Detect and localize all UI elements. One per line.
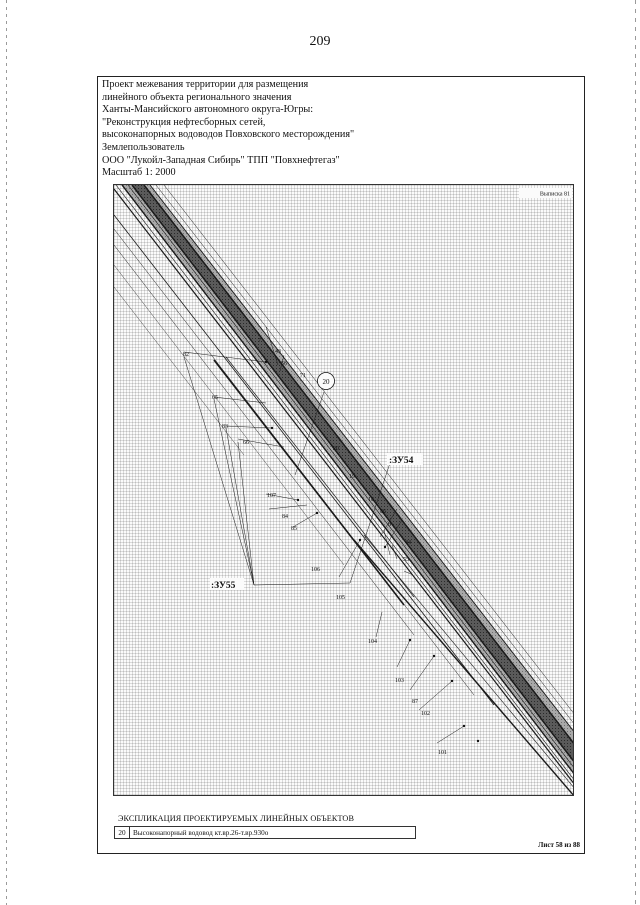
point-label: 20 <box>333 446 339 452</box>
point-label: 8 <box>388 522 391 528</box>
explication-row-description: Высоконапорный водовод кт.вр.26-т.вр.930о <box>133 828 269 837</box>
scan-edge-right <box>635 0 636 905</box>
point-label: 82 <box>183 352 189 358</box>
corridor-lines <box>114 185 574 796</box>
plot-label-zu55: :ЗУ55 <box>211 581 236 591</box>
title-line: Ханты-Мансийского автономного округа-Югры: <box>102 104 314 116</box>
point-label: 84 <box>282 514 288 520</box>
title-line: линейного объекта регионального значения <box>102 91 292 103</box>
point-label: 101 <box>438 750 447 756</box>
extract-label: Выписка 81 <box>539 191 570 198</box>
explication-title: ЭКСПЛИКАЦИЯ ПРОЕКТИРУЕМЫХ ЛИНЕЙНЫХ ОБЪЕКТОВ <box>118 814 355 823</box>
point-label: 103 <box>395 678 404 684</box>
scan-edge-left <box>6 0 7 905</box>
scale-label: Масштаб 1: 2000 <box>102 167 176 179</box>
title-line: "Реконструкция нефтесборных сетей, <box>102 116 266 128</box>
point-label: 43 <box>275 349 281 355</box>
point-label: 106 <box>311 567 320 573</box>
land-user-name: ООО "Лукойл-Западная Сибирь" ТПП "Повхнефтегаз" <box>102 154 340 166</box>
title-block <box>102 79 502 180</box>
point-label: 65 <box>212 395 218 401</box>
point-label: 85 <box>291 526 297 532</box>
point-label: 18 <box>368 497 374 503</box>
point-label: 56 <box>281 361 287 367</box>
point-label: 19 <box>349 474 355 480</box>
cadastral-map <box>113 184 574 796</box>
point-label: 55 <box>403 557 409 563</box>
point-label: 87 <box>412 699 418 705</box>
point-label: 71 <box>300 373 306 379</box>
point-markers <box>265 361 479 742</box>
explication-row-number: 20 <box>115 827 130 838</box>
point-label: 66 <box>243 440 249 446</box>
explication-row <box>114 826 416 839</box>
point-label: 105 <box>336 595 345 601</box>
map-drawing <box>114 185 574 796</box>
land-user-label: Землепользователь <box>102 141 185 153</box>
page-number: 209 <box>309 34 331 49</box>
object-number-label: 20 <box>322 378 330 386</box>
title-line: Проект межевания территории для размещения <box>102 79 309 90</box>
point-label: 102 <box>421 711 430 717</box>
point-label: 86 <box>380 509 386 515</box>
point-label: 83 <box>222 424 228 430</box>
point-label: 7 <box>258 338 261 344</box>
title-line: высоконапорных водоводов Повховского месторождения" <box>102 129 355 141</box>
plot-label-zu54: :ЗУ54 <box>389 456 414 466</box>
point-label: 107 <box>267 493 276 499</box>
sheet-number: Лист 58 из 88 <box>538 841 580 849</box>
point-label: 44 <box>405 540 411 546</box>
point-label: 104 <box>368 639 377 645</box>
